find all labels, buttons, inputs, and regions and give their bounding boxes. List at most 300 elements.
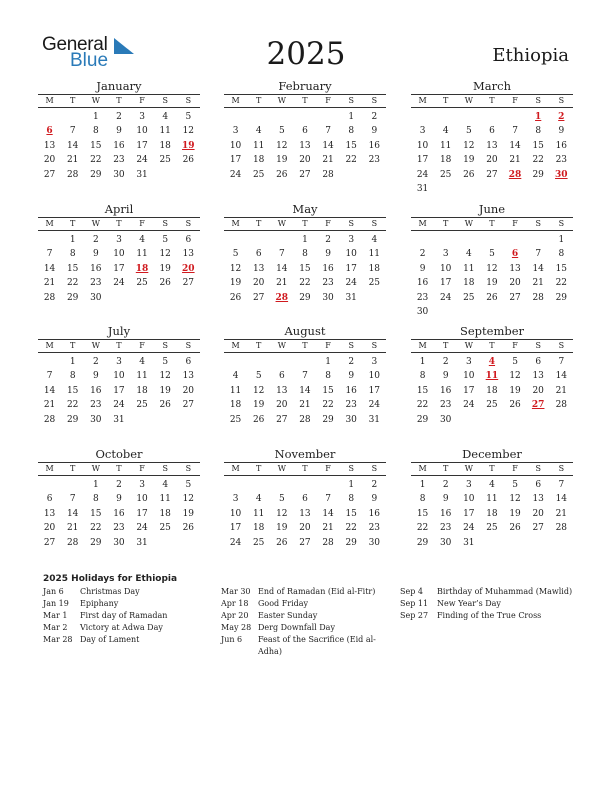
day-cell: 21 bbox=[322, 523, 334, 534]
day-cell: 16 bbox=[113, 140, 125, 151]
day-cell: 25 bbox=[486, 400, 498, 411]
day-cell: 1 bbox=[419, 357, 426, 367]
day-cell: 12 bbox=[159, 249, 171, 260]
holiday-date: Sep 11 bbox=[400, 599, 429, 608]
day-cell: 10 bbox=[463, 371, 475, 382]
day-cell: 17 bbox=[113, 263, 125, 274]
day-cell: 15 bbox=[90, 140, 102, 151]
day-cell: 2 bbox=[442, 480, 449, 490]
day-cell: 12 bbox=[252, 385, 265, 396]
day-cell: 5 bbox=[185, 480, 192, 490]
days-grid bbox=[38, 355, 200, 427]
day-cell: 10 bbox=[345, 249, 357, 260]
empty-day-cell bbox=[38, 233, 61, 247]
day-cell: 8 bbox=[419, 494, 426, 505]
day-cell: 29 bbox=[299, 292, 311, 303]
day-cell: 8 bbox=[558, 249, 565, 260]
day-cell: 13 bbox=[532, 494, 544, 505]
day-cell: 14 bbox=[322, 140, 334, 151]
day-cell: 7 bbox=[46, 249, 53, 260]
day-cell: 2 bbox=[116, 480, 122, 490]
day-cell: 8 bbox=[92, 126, 99, 137]
day-cell: 2 bbox=[371, 480, 378, 490]
day-cell: 4 bbox=[371, 235, 378, 245]
empty-day-cell bbox=[480, 110, 503, 124]
holiday-day-cell: 19 bbox=[182, 140, 195, 151]
day-cell: 18 bbox=[368, 263, 381, 274]
weekday-label: F bbox=[325, 464, 331, 473]
day-cell: 10 bbox=[416, 140, 429, 151]
day-cell: 21 bbox=[509, 155, 521, 166]
day-cell: 28 bbox=[299, 414, 311, 425]
month-july bbox=[38, 324, 200, 427]
empty-day-cell bbox=[457, 233, 480, 247]
day-cell: 10 bbox=[113, 371, 125, 382]
logo-general-text: General bbox=[42, 34, 108, 55]
day-cell: 8 bbox=[69, 249, 76, 260]
holiday-item bbox=[43, 634, 218, 646]
day-cell: 7 bbox=[512, 126, 518, 137]
empty-day-cell bbox=[270, 233, 293, 247]
weekday-label: T bbox=[489, 464, 495, 473]
day-cell: 24 bbox=[229, 169, 242, 180]
day-cell: 26 bbox=[509, 523, 521, 534]
day-cell: 16 bbox=[368, 140, 381, 151]
day-cell: 24 bbox=[113, 278, 125, 289]
empty-day-cell bbox=[434, 233, 457, 247]
weekday-header bbox=[224, 94, 386, 108]
day-cell: 27 bbox=[252, 292, 265, 303]
day-cell: 11 bbox=[252, 508, 265, 519]
holiday-day-cell: 28 bbox=[275, 292, 289, 303]
day-cell: 11 bbox=[159, 494, 171, 505]
weekday-label: W bbox=[464, 464, 473, 473]
day-cell: 6 bbox=[46, 494, 53, 505]
days-grid bbox=[411, 110, 573, 196]
day-cell: 15 bbox=[322, 385, 334, 396]
day-cell: 4 bbox=[255, 126, 262, 137]
day-cell: 2 bbox=[116, 112, 122, 122]
day-cell: 23 bbox=[439, 523, 452, 534]
day-cell: 9 bbox=[116, 126, 122, 137]
holiday-date: Jan 19 bbox=[43, 599, 69, 608]
month-february bbox=[224, 79, 386, 182]
weekday-label: T bbox=[116, 96, 122, 105]
weekday-label: S bbox=[371, 464, 378, 473]
day-cell: 4 bbox=[255, 494, 262, 505]
holiday-item bbox=[400, 610, 575, 622]
weekday-label: F bbox=[139, 96, 145, 105]
weekday-label: T bbox=[256, 219, 262, 228]
day-cell: 11 bbox=[229, 385, 242, 396]
day-cell: 2 bbox=[442, 357, 449, 367]
day-cell: 3 bbox=[465, 480, 472, 490]
day-cell: 30 bbox=[90, 292, 102, 303]
holiday-name: End of Ramadan (Eid al-Fitr) bbox=[258, 587, 376, 596]
day-cell: 25 bbox=[136, 400, 148, 411]
day-cell: 28 bbox=[555, 523, 568, 534]
holiday-day-cell: 20 bbox=[182, 263, 195, 274]
day-cell: 7 bbox=[325, 126, 331, 137]
day-cell: 13 bbox=[182, 371, 195, 382]
day-cell: 6 bbox=[489, 126, 495, 137]
weekday-label: T bbox=[302, 341, 308, 350]
day-cell: 28 bbox=[66, 169, 79, 180]
day-cell: 14 bbox=[509, 140, 521, 151]
days-grid bbox=[224, 110, 386, 182]
day-cell: 2 bbox=[419, 249, 426, 260]
day-cell: 6 bbox=[255, 249, 262, 260]
day-cell: 22 bbox=[532, 155, 544, 166]
weekday-label: T bbox=[256, 464, 262, 473]
day-cell: 29 bbox=[416, 414, 429, 425]
day-cell: 16 bbox=[368, 508, 381, 519]
day-cell: 10 bbox=[368, 371, 381, 382]
day-cell: 26 bbox=[159, 278, 171, 289]
holiday-date: Sep 27 bbox=[400, 611, 429, 620]
weekday-label: S bbox=[348, 219, 354, 228]
weekday-header bbox=[411, 339, 573, 353]
holiday-item bbox=[400, 586, 575, 598]
day-cell: 18 bbox=[463, 278, 475, 289]
day-cell: 20 bbox=[43, 523, 56, 534]
day-cell: 10 bbox=[229, 508, 242, 519]
day-cell: 21 bbox=[66, 155, 79, 166]
weekday-label: S bbox=[348, 96, 354, 105]
day-cell: 23 bbox=[322, 278, 334, 289]
weekday-label: S bbox=[558, 219, 565, 228]
day-cell: 21 bbox=[43, 400, 56, 411]
empty-day-cell bbox=[504, 110, 527, 124]
empty-day-cell bbox=[38, 478, 61, 492]
month-march bbox=[411, 79, 573, 196]
weekday-header bbox=[224, 339, 386, 353]
holiday-date: May 28 bbox=[221, 623, 252, 632]
day-cell: 7 bbox=[69, 126, 76, 137]
holiday-name: Easter Sunday bbox=[258, 611, 318, 620]
day-cell: 24 bbox=[439, 292, 452, 303]
holiday-day-cell: 18 bbox=[135, 263, 149, 274]
weekday-label: W bbox=[91, 341, 100, 350]
day-cell: 8 bbox=[348, 126, 355, 137]
day-cell: 17 bbox=[463, 385, 475, 396]
day-cell: 5 bbox=[489, 249, 495, 260]
day-cell: 23 bbox=[113, 523, 125, 534]
day-cell: 4 bbox=[442, 126, 449, 137]
month-name: February bbox=[278, 79, 332, 93]
day-cell: 2 bbox=[348, 357, 355, 367]
day-cell: 16 bbox=[345, 385, 357, 396]
day-cell: 17 bbox=[463, 508, 475, 519]
day-cell: 3 bbox=[116, 235, 122, 245]
month-april bbox=[38, 202, 200, 305]
day-cell: 23 bbox=[368, 155, 381, 166]
day-cell: 12 bbox=[276, 508, 288, 519]
weekday-label: W bbox=[464, 341, 473, 350]
day-cell: 18 bbox=[252, 155, 265, 166]
weekday-label: S bbox=[535, 219, 541, 228]
day-cell: 30 bbox=[439, 537, 452, 548]
day-cell: 6 bbox=[302, 126, 308, 137]
weekday-label: S bbox=[535, 464, 541, 473]
day-cell: 12 bbox=[509, 494, 521, 505]
weekday-header bbox=[411, 462, 573, 476]
day-cell: 27 bbox=[182, 400, 195, 411]
day-cell: 3 bbox=[139, 480, 145, 490]
day-cell: 13 bbox=[532, 371, 544, 382]
day-cell: 4 bbox=[139, 235, 145, 245]
day-cell: 18 bbox=[159, 508, 171, 519]
weekday-label: M bbox=[45, 464, 54, 473]
day-cell: 27 bbox=[43, 169, 56, 180]
day-cell: 27 bbox=[276, 414, 288, 425]
month-january bbox=[38, 79, 200, 182]
day-cell: 5 bbox=[512, 480, 518, 490]
day-cell: 23 bbox=[368, 523, 381, 534]
month-december bbox=[411, 447, 573, 550]
day-cell: 3 bbox=[116, 357, 122, 367]
days-grid bbox=[38, 233, 200, 305]
day-cell: 13 bbox=[182, 249, 195, 260]
day-cell: 17 bbox=[439, 278, 452, 289]
day-cell: 18 bbox=[159, 140, 171, 151]
day-cell: 23 bbox=[345, 400, 357, 411]
weekday-label: W bbox=[277, 464, 286, 473]
weekday-label: M bbox=[418, 219, 427, 228]
holiday-day-cell: 4 bbox=[488, 357, 496, 367]
holiday-day-cell: 2 bbox=[558, 112, 565, 122]
day-cell: 26 bbox=[486, 292, 498, 303]
day-cell: 3 bbox=[348, 235, 355, 245]
empty-day-cell bbox=[270, 355, 293, 369]
day-cell: 25 bbox=[252, 537, 265, 548]
day-cell: 2 bbox=[92, 357, 99, 367]
weekday-header bbox=[38, 217, 200, 231]
holiday-date: Apr 20 bbox=[221, 611, 249, 620]
day-cell: 29 bbox=[322, 414, 334, 425]
day-cell: 9 bbox=[371, 494, 378, 505]
day-cell: 24 bbox=[463, 523, 475, 534]
day-cell: 24 bbox=[113, 400, 125, 411]
day-cell: 17 bbox=[229, 523, 242, 534]
day-cell: 20 bbox=[486, 155, 498, 166]
day-cell: 12 bbox=[509, 371, 521, 382]
day-cell: 19 bbox=[182, 508, 195, 519]
day-cell: 23 bbox=[90, 278, 102, 289]
empty-day-cell bbox=[434, 110, 457, 124]
day-cell: 24 bbox=[345, 278, 357, 289]
weekday-label: S bbox=[371, 219, 378, 228]
holiday-item bbox=[43, 610, 218, 622]
day-cell: 29 bbox=[66, 292, 79, 303]
day-cell: 28 bbox=[66, 537, 79, 548]
day-cell: 22 bbox=[322, 400, 334, 411]
holiday-column bbox=[43, 586, 218, 646]
weekday-label: F bbox=[325, 341, 331, 350]
day-cell: 24 bbox=[136, 155, 148, 166]
day-cell: 10 bbox=[439, 263, 452, 274]
holiday-name: Derg Downfall Day bbox=[258, 623, 335, 632]
day-cell: 5 bbox=[162, 357, 169, 367]
empty-day-cell bbox=[293, 110, 316, 124]
day-cell: 13 bbox=[276, 385, 288, 396]
day-cell: 1 bbox=[325, 357, 331, 367]
day-cell: 20 bbox=[509, 278, 521, 289]
holiday-date: Mar 1 bbox=[43, 611, 68, 620]
day-cell: 15 bbox=[299, 263, 311, 274]
empty-day-cell bbox=[457, 110, 480, 124]
day-cell: 27 bbox=[532, 523, 544, 534]
month-name: October bbox=[95, 447, 143, 461]
day-cell: 4 bbox=[465, 249, 472, 260]
day-cell: 9 bbox=[371, 126, 378, 137]
day-cell: 14 bbox=[276, 263, 288, 274]
weekday-label: M bbox=[45, 219, 54, 228]
day-cell: 31 bbox=[368, 414, 381, 425]
month-november bbox=[224, 447, 386, 550]
day-cell: 25 bbox=[439, 169, 452, 180]
holiday-name: Birthday of Muhammad (Mawlid) bbox=[437, 587, 573, 596]
days-grid bbox=[38, 478, 200, 550]
weekday-label: W bbox=[464, 96, 473, 105]
day-cell: 14 bbox=[322, 508, 334, 519]
day-cell: 11 bbox=[439, 140, 452, 151]
day-cell: 5 bbox=[278, 126, 285, 137]
day-cell: 19 bbox=[509, 508, 521, 519]
day-cell: 15 bbox=[416, 385, 429, 396]
day-cell: 10 bbox=[463, 494, 475, 505]
day-cell: 12 bbox=[229, 263, 242, 274]
day-cell: 1 bbox=[419, 480, 426, 490]
holiday-day-cell: 6 bbox=[46, 126, 53, 137]
day-cell: 20 bbox=[299, 155, 311, 166]
day-cell: 9 bbox=[92, 371, 99, 382]
day-cell: 19 bbox=[463, 155, 475, 166]
day-cell: 20 bbox=[252, 278, 265, 289]
day-cell: 15 bbox=[416, 508, 429, 519]
weekday-label: T bbox=[70, 341, 76, 350]
day-cell: 19 bbox=[276, 155, 288, 166]
day-cell: 13 bbox=[252, 263, 265, 274]
holiday-name: New Year’s Day bbox=[437, 599, 501, 608]
empty-day-cell bbox=[411, 110, 434, 124]
day-cell: 20 bbox=[43, 155, 56, 166]
day-cell: 25 bbox=[159, 155, 171, 166]
day-cell: 8 bbox=[535, 126, 542, 137]
day-cell: 27 bbox=[43, 537, 56, 548]
weekday-label: M bbox=[231, 219, 240, 228]
holiday-item bbox=[400, 598, 575, 610]
day-cell: 25 bbox=[252, 169, 265, 180]
weekday-label: T bbox=[116, 341, 122, 350]
holiday-date: Mar 28 bbox=[43, 635, 73, 644]
day-cell: 18 bbox=[252, 523, 265, 534]
day-cell: 22 bbox=[416, 523, 429, 534]
weekday-label: S bbox=[185, 96, 192, 105]
weekday-label: W bbox=[464, 219, 473, 228]
day-cell: 8 bbox=[69, 371, 76, 382]
month-name: December bbox=[462, 447, 522, 461]
weekday-label: S bbox=[162, 96, 168, 105]
day-cell: 10 bbox=[136, 126, 148, 137]
day-cell: 22 bbox=[555, 278, 568, 289]
weekday-label: M bbox=[45, 341, 54, 350]
day-cell: 11 bbox=[463, 263, 475, 274]
month-name: November bbox=[274, 447, 336, 461]
day-cell: 28 bbox=[532, 292, 544, 303]
weekday-label: W bbox=[277, 96, 286, 105]
day-cell: 29 bbox=[345, 537, 357, 548]
day-cell: 16 bbox=[113, 508, 125, 519]
empty-day-cell bbox=[270, 110, 293, 124]
day-cell: 31 bbox=[345, 292, 357, 303]
day-cell: 9 bbox=[348, 371, 355, 382]
day-cell: 7 bbox=[46, 371, 53, 382]
day-cell: 5 bbox=[162, 235, 169, 245]
day-cell: 6 bbox=[278, 371, 285, 382]
weekday-label: T bbox=[489, 96, 495, 105]
days-grid bbox=[38, 110, 200, 182]
weekday-label: T bbox=[489, 219, 495, 228]
day-cell: 11 bbox=[486, 494, 498, 505]
empty-day-cell bbox=[61, 110, 84, 124]
day-cell: 5 bbox=[185, 112, 192, 122]
day-cell: 13 bbox=[486, 140, 498, 151]
day-cell: 26 bbox=[276, 537, 288, 548]
weekday-header bbox=[38, 339, 200, 353]
day-cell: 22 bbox=[90, 155, 102, 166]
day-cell: 8 bbox=[92, 494, 99, 505]
day-cell: 3 bbox=[232, 494, 239, 505]
weekday-label: T bbox=[489, 341, 495, 350]
day-cell: 16 bbox=[416, 278, 429, 289]
day-cell: 15 bbox=[555, 263, 568, 274]
empty-day-cell bbox=[504, 233, 527, 247]
empty-day-cell bbox=[293, 478, 316, 492]
weekday-label: T bbox=[256, 341, 262, 350]
day-cell: 29 bbox=[416, 537, 429, 548]
holiday-day-cell: 1 bbox=[535, 112, 542, 122]
holiday-item bbox=[221, 634, 396, 658]
day-cell: 8 bbox=[348, 494, 355, 505]
day-cell: 2 bbox=[92, 235, 99, 245]
holiday-column bbox=[400, 586, 575, 622]
weekday-label: M bbox=[231, 341, 240, 350]
month-name: April bbox=[104, 202, 134, 216]
day-cell: 13 bbox=[509, 263, 521, 274]
weekday-label: S bbox=[558, 464, 565, 473]
day-cell: 11 bbox=[136, 371, 148, 382]
day-cell: 15 bbox=[90, 508, 102, 519]
weekday-label: T bbox=[302, 464, 308, 473]
day-cell: 31 bbox=[463, 537, 475, 548]
holiday-date: Jan 6 bbox=[43, 587, 64, 596]
day-cell: 24 bbox=[463, 400, 475, 411]
empty-day-cell bbox=[247, 478, 270, 492]
day-cell: 30 bbox=[113, 537, 125, 548]
day-cell: 25 bbox=[229, 414, 242, 425]
empty-day-cell bbox=[38, 355, 61, 369]
days-grid bbox=[411, 233, 573, 319]
weekday-header bbox=[224, 462, 386, 476]
weekday-label: T bbox=[70, 219, 76, 228]
month-name: June bbox=[478, 202, 506, 216]
day-cell: 7 bbox=[69, 494, 76, 505]
weekday-label: S bbox=[162, 464, 168, 473]
day-cell: 16 bbox=[555, 140, 568, 151]
weekday-label: F bbox=[512, 341, 518, 350]
day-cell: 17 bbox=[345, 263, 357, 274]
